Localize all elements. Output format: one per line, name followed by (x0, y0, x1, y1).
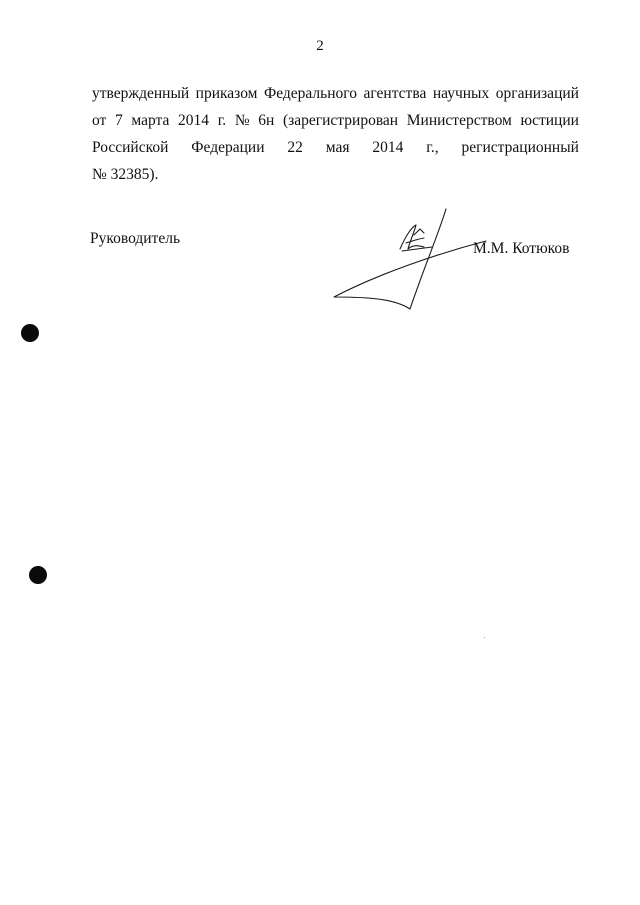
paragraph-line-2 (92, 107, 579, 134)
word: от (92, 112, 107, 129)
word: Министерством (406, 112, 512, 129)
handwritten-signature (320, 205, 500, 315)
punch-hole (21, 324, 39, 342)
signature-stroke (410, 209, 446, 309)
word: утвержденный (92, 85, 190, 102)
word: Федерации (191, 139, 265, 156)
word: марта (131, 112, 170, 129)
signature-stroke (414, 229, 424, 235)
word: регистрационный (461, 139, 579, 156)
signature-stroke (334, 241, 486, 309)
word: (зарегистрирован (282, 112, 399, 129)
body-paragraph (92, 80, 579, 188)
word: 2014 (178, 112, 210, 129)
page-number: 2 (316, 38, 324, 54)
word: 6н (258, 112, 275, 129)
word: г., (426, 139, 439, 156)
word: Федерального (263, 85, 357, 102)
word: агентства (363, 85, 427, 102)
word: Российской (92, 139, 169, 156)
word: приказом (195, 85, 258, 102)
word: 2014 (372, 139, 404, 156)
word: юстиции (520, 112, 579, 129)
signature-stroke (400, 225, 432, 251)
signer-role: Руководитель (90, 230, 181, 247)
word: мая (325, 139, 350, 156)
signer-name: М.М. Котюков (473, 240, 570, 257)
paragraph-line-1 (92, 80, 579, 107)
word: г. (217, 112, 227, 129)
word: организаций (495, 85, 579, 102)
word: № (234, 112, 250, 129)
paragraph-line-3 (92, 134, 579, 161)
scan-speck (484, 637, 485, 638)
paragraph-line-4: № 32385). (92, 166, 159, 183)
word: 7 (114, 112, 123, 129)
word: 22 (287, 139, 303, 156)
punch-hole (29, 566, 47, 584)
word: научных (432, 85, 490, 102)
